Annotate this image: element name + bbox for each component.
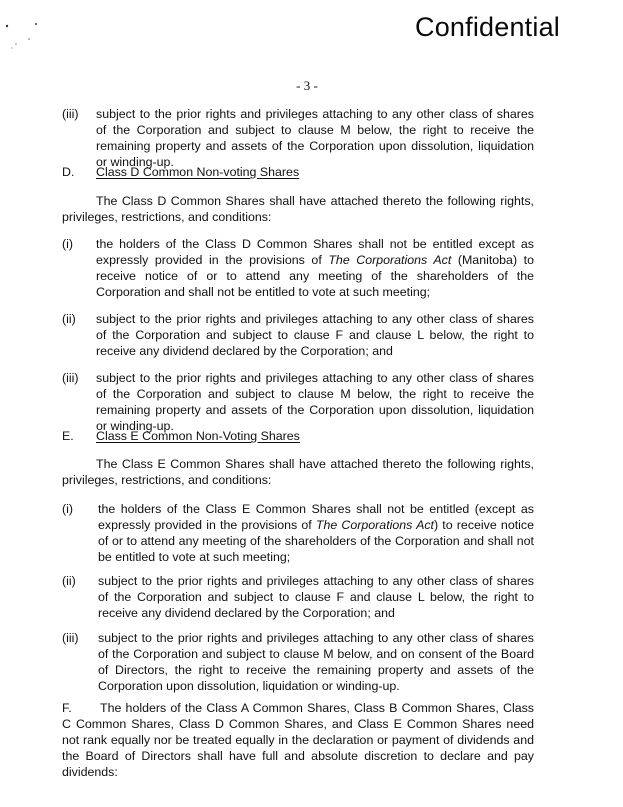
confidential-stamp: Confidential [415, 12, 560, 42]
item-label-e-i: (i) [62, 502, 74, 516]
section-d-intro: The Class D Common Shares shall have attached thereto the following rights, privileges, restrictions, and conditions: [62, 194, 534, 224]
item-label-e-ii: (ii) [62, 574, 76, 588]
section-f-paragraph [62, 700, 534, 780]
section-d-title: Class D Common Non-voting Shares [96, 165, 300, 179]
section-f-letter: F. [62, 701, 72, 715]
scan-specks [0, 0, 60, 60]
item-text-d-iii: subject to the prior rights and privileges attaching to any other class of shares of the Corporation and subject to clause M below, the right to receive the remaining property and assets of the Corporation upon dissolution, liquidation or winding-up. [96, 371, 534, 433]
section-f-text: The holders of the Class A Common Shares, Class B Common Shares, Class C Common Shares, Class D Common Shares, and Class E Common Shares need not rank equally nor be treated equally in the declaration or payment of dividends and the Board of Directors shall have full and absolute discretion to declare and pay dividends: [62, 701, 534, 779]
item-label-e-iii: (iii) [62, 631, 79, 645]
item-text-e-i: the holders of the Class E Common Shares shall not be entitled (except as expressly provided in the provisions of The Corporations Act) to receive notice of or to attend any meeting of the shareholders of the Corporation and shall not be entitled to vote at such meeting; [98, 502, 534, 564]
section-d-letter: D. [62, 165, 75, 179]
item-label-d-ii: (ii) [62, 312, 76, 326]
item-label-d-iii: (iii) [62, 371, 79, 385]
item-label-d-i: (i) [62, 237, 74, 251]
item-text-d-ii: subject to the prior rights and privileges attaching to any other class of shares of the Corporation and subject to clause F and clause L below, the right to receive any dividend declared by the Corporation; and [96, 312, 534, 358]
item-label-c-iii: (iii) [62, 107, 79, 121]
section-e-letter: E. [62, 429, 74, 443]
act-name: The Corporations Act [328, 253, 452, 267]
act-name: The Corporations Act [315, 518, 434, 532]
item-text-c-iii: subject to the prior rights and privileges attaching to any other class of shares of the Corporation and subject to clause M below, the right to receive the remaining property and assets of the Corporation upon dissolution, liquidation or winding-up. [96, 107, 534, 169]
section-e-intro: The Class E Common Shares shall have attached thereto the following rights, privileges, restrictions, and conditions: [62, 457, 534, 487]
section-e-title: Class E Common Non-Voting Shares [96, 429, 300, 443]
item-text-e-ii: subject to the prior rights and privileges attaching to any other class of shares of the Corporation and subject to clause F and clause L below, the right to receive any dividend declared by the Corporation; and [98, 574, 534, 620]
item-text-e-iii: subject to the prior rights and privileges attaching to any other class of shares of the Corporation and subject to clause M below, and on consent of the Board of Directors, the right to receive the remaining property and assets of the Corporation upon dissolution, liquidation or winding-up. [98, 631, 534, 693]
item-text-d-i: the holders of the Class D Common Shares shall not be entitled except as expressly provided in the provisions of The Corporations Act (Manitoba) to receive notice of or to attend any meeting of the shareholders of the Corporation and shall not be entitled to vote at such meeting; [96, 237, 534, 299]
page-number: - 3 - [296, 78, 318, 93]
